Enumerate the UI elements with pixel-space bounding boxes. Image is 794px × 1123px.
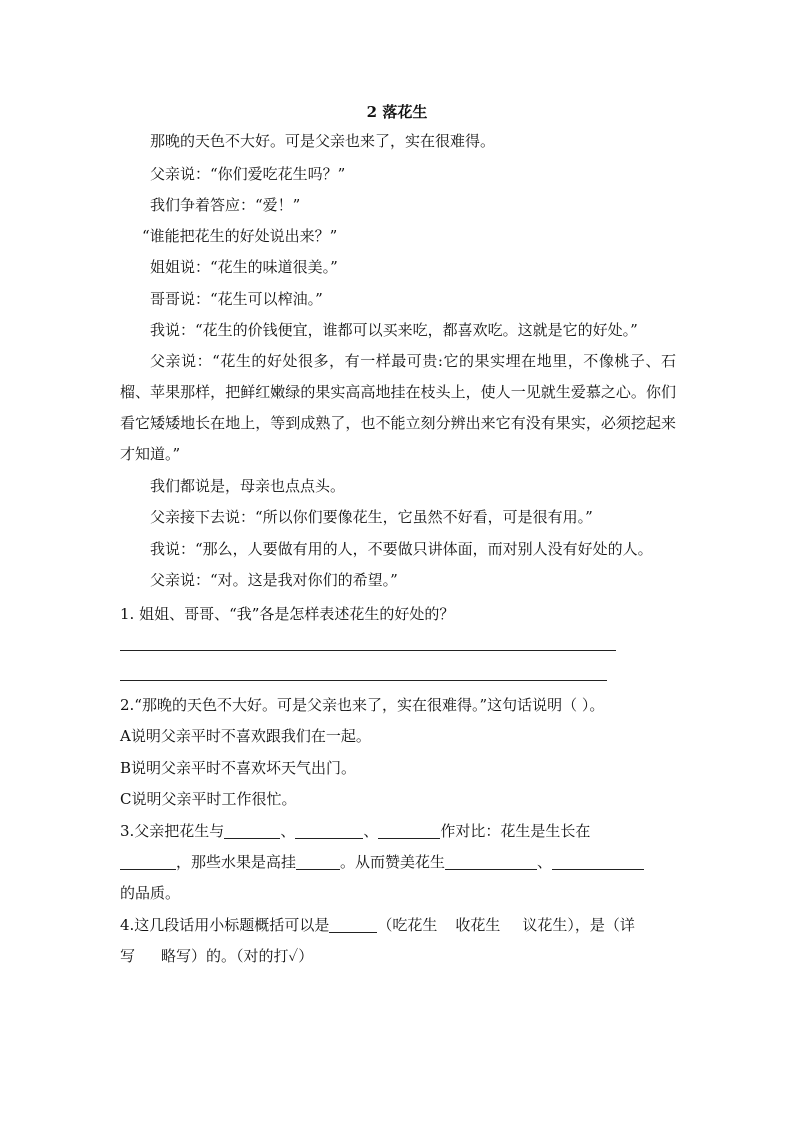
answer-line[interactable] — [120, 650, 616, 651]
question-3-text: 作对比：花生是生长在 — [440, 822, 591, 840]
fill-blank[interactable] — [120, 853, 176, 870]
question-4-option[interactable]: 收花生 — [455, 916, 501, 934]
question-3-line-3: 的品质。 — [120, 884, 181, 902]
question-3-text: 。从而赞美花生 — [340, 853, 446, 871]
question-2: 2.“那晚的天色不大好。可是父亲也来了，实在很难得。”这句话说明（ ）。 — [120, 696, 605, 714]
passage-paragraph: 父亲说：“花生的好处很多，有一样最可贵:它的果实埋在地里，不像桃子、石榴、苹果那样，把鲜红嫩绿的果实高高地挂在枝头上，使人一见就生爱慕之心。你们看它矮矮地长在地上，等到成熟了，也不能立刻分辨出来它有没有果实，必须挖起来才知道。” — [120, 352, 676, 463]
passage-paragraph: 父亲接下去说：“所以你们要像花生，它虽然不好看，可是很有用。” — [150, 508, 593, 526]
passage-paragraph: 我说：“那么，人要做有用的人，不要做只讲体面，而对别人没有好处的人。 — [150, 540, 653, 558]
fill-blank[interactable] — [445, 853, 537, 870]
question-4-line-2 — [120, 941, 676, 972]
passage-paragraph: 我们争着答应：“爱！” — [150, 196, 301, 214]
question-4-option[interactable]: 略写）的。（对的打 — [161, 947, 289, 965]
fill-blank[interactable] — [295, 822, 363, 839]
passage-paragraph: 我们都说是，母亲也点点头。 — [150, 477, 346, 495]
passage-paragraph: “谁能把花生的好处说出来？” — [142, 227, 338, 245]
question-3-text: ，那些水果是高挂 — [176, 853, 297, 871]
passage-paragraph: 那晚的天色不大好。可是父亲也来了，实在很难得。 — [150, 132, 496, 150]
question-3-text: 3.父亲把花生与 — [120, 822, 225, 840]
fill-blank[interactable] — [224, 822, 280, 839]
question-4-option[interactable]: 写 — [120, 947, 136, 965]
question-3-line-2 — [120, 847, 676, 878]
question-4-text: 4.这几段话用小标题概括可以是 — [120, 916, 330, 934]
lesson-title: 2 落花生 — [366, 103, 428, 121]
question-4-option[interactable]: （吃花生 — [377, 916, 438, 934]
question-4-line-1 — [120, 910, 676, 941]
passage-paragraph: 姐姐说：“花生的味道很美。” — [150, 258, 338, 276]
question-3-text: 、 — [280, 822, 296, 840]
fill-blank[interactable] — [296, 853, 340, 870]
passage-paragraph: 我说：“花生的价钱便宜，谁都可以买来吃，都喜欢吃。这就是它的好处。” — [150, 321, 638, 339]
question-2-option-c: C说明父亲平时工作很忙。 — [120, 790, 297, 808]
fill-blank[interactable] — [552, 853, 644, 870]
question-3-line-1 — [120, 816, 676, 847]
passage-paragraph: 父亲说：“对。这是我对你们的希望。” — [150, 571, 398, 589]
question-2-option-b: B说明父亲平时不喜欢坏天气出门。 — [120, 759, 357, 777]
question-3-text: 、 — [363, 822, 379, 840]
passage-paragraph: 哥哥说：“花生可以榨油。” — [150, 290, 323, 308]
question-4-option[interactable]: 议花生），是（详 — [522, 916, 635, 934]
passage-paragraph: 父亲说：“你们爱吃花生吗？” — [150, 165, 346, 183]
answer-line[interactable] — [120, 680, 607, 681]
question-4-text: ） — [298, 947, 314, 965]
question-3-text: 、 — [537, 853, 553, 871]
question-2-option-a: A说明父亲平时不喜欢跟我们在一起。 — [120, 727, 371, 745]
fill-blank[interactable] — [329, 916, 377, 933]
question-1: 1. 姐姐、哥哥、“我”各是怎样表述花生的好处的？ — [120, 605, 455, 623]
check-mark-icon: ✓ — [288, 947, 299, 965]
fill-blank[interactable] — [378, 822, 440, 839]
